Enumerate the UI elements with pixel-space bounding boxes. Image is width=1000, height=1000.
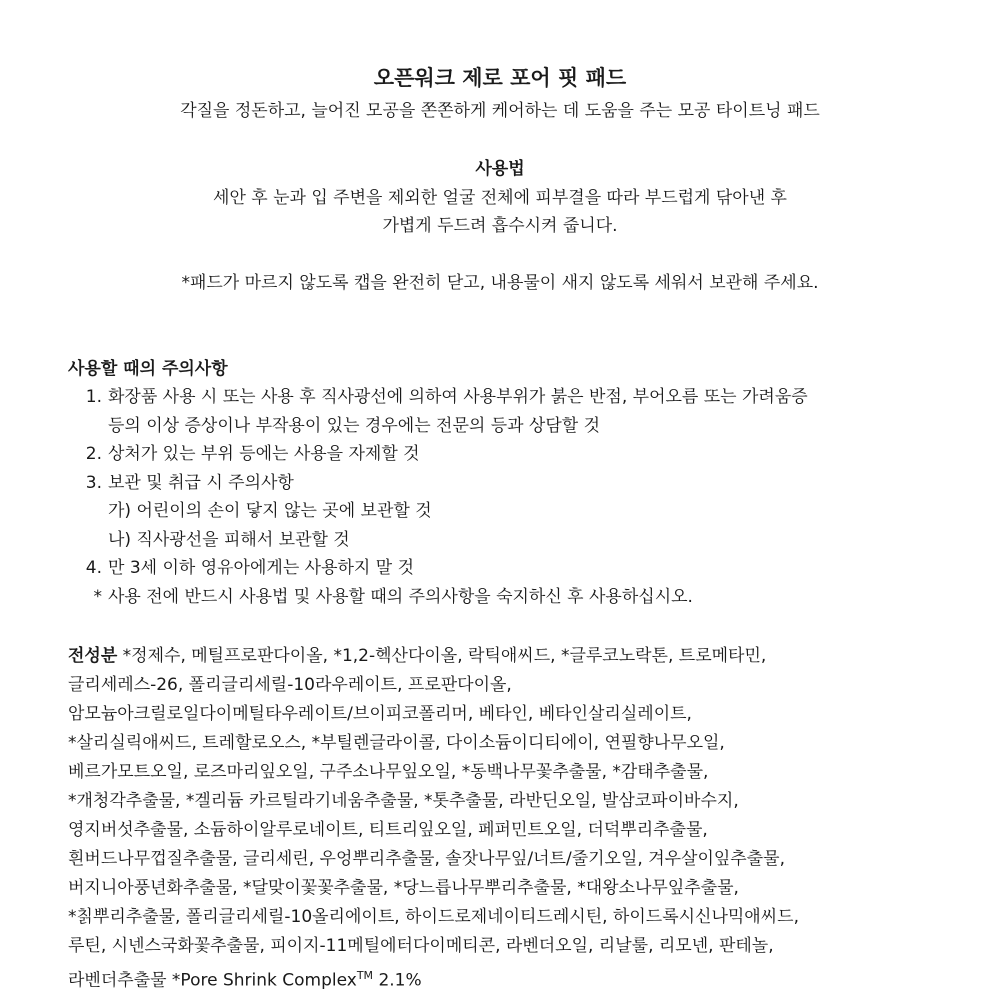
- ingredients-text: 라벤더추출물 *Pore Shrink Complex: [68, 970, 357, 991]
- caution-item-number: 1.: [85, 387, 102, 407]
- caution-item-number: 4.: [85, 558, 102, 578]
- product-subtitle: 각질을 정돈하고, 늘어진 모공을 쫀쫀하게 케어하는 데 도움을 주는 모공 타이트닝 패드: [180, 101, 820, 121]
- ingredients-line: *칡뿌리추출물, 폴리글리세릴-10올리에이트, 하이드로제네이티드레시틴, 하이드록시신나믹애씨드,: [68, 907, 799, 927]
- ingredients-text: *정제수, 메틸프로판다이올, *1,2-헥산다이올, 락틱애씨드, *글루코노락톤, 트로메타민,: [117, 646, 767, 666]
- caution-star-note: [68, 583, 968, 612]
- storage-note: *패드가 마르지 않도록 캡을 완전히 닫고, 내용물이 새지 않도록 세워서 보관해 주세요.: [181, 273, 819, 293]
- caution-subitem-b: 나) 직사광선을 피해서 보관할 것: [108, 529, 350, 550]
- caution-item-number: 2.: [85, 444, 102, 464]
- ingredients-line: [68, 642, 968, 671]
- ingredients-line: [68, 961, 968, 990]
- caution-item-1-continued: 등의 이상 증상이나 부작용이 있는 경우에는 전문의 등과 상담할 것: [108, 415, 601, 436]
- complex-percent: 2.1%: [373, 970, 422, 991]
- ingredients-line: 영지버섯추출물, 소듐하이알루로네이트, 티트리잎오일, 페퍼민트오일, 더덕뿌리추출물,: [68, 820, 708, 840]
- caution-heading: 사용할 때의 주의사항: [68, 359, 228, 379]
- caution-item-text: 사용 전에 반드시 사용법 및 사용할 때의 주의사항을 숙지하신 후 사용하십시오.: [108, 586, 693, 607]
- ingredients-label: 전성분: [68, 646, 118, 666]
- caution-item-number: 3.: [85, 472, 102, 493]
- caution-star-mark: *: [93, 586, 102, 607]
- ingredients-line: *살리실릭애씨드, 트레할로오스, *부틸렌글라이콜, 다이소듐이디티에이, 연필향나무오일,: [68, 733, 725, 753]
- ingredients-line: 루틴, 시넨스국화꽃추출물, 피이지-11메틸에터다이메티콘, 라벤더오일, 리날룰, 리모넨, 판테놀,: [68, 936, 774, 956]
- trademark-mark: TM: [356, 969, 374, 982]
- ingredients-line: 흰버드나무껍질추출물, 글리세린, 우엉뿌리추출물, 솔잣나무잎/너트/줄기오일, 겨우살이잎추출물,: [68, 849, 785, 869]
- ingredients-section: [68, 642, 968, 990]
- ingredients-line: 버지니아풍년화추출물, *달맞이꽃꽃추출물, *당느릅나무뿌리추출물, *대왕소나무잎추출물,: [68, 878, 739, 898]
- caution-item-4: [68, 554, 968, 583]
- ingredients-line: 글리세레스-26, 폴리글리세릴-10라우레이트, 프로판다이올,: [68, 675, 512, 695]
- caution-subitem-a: 가) 어린이의 손이 닿지 않는 곳에 보관할 것: [108, 501, 432, 521]
- usage-heading: 사용법: [475, 159, 525, 179]
- caution-item-1: [68, 383, 968, 412]
- product-title: 오픈워크 제로 포어 핏 패드: [373, 66, 627, 90]
- usage-text-line1: 세안 후 눈과 입 주변을 제외한 얼굴 전체에 피부결을 따라 부드럽게 닦아낸 후: [213, 188, 787, 208]
- caution-item-text: 화장품 사용 시 또는 사용 후 직사광선에 의하여 사용부위가 붉은 반점, 부어오름 또는 가려움증: [108, 387, 808, 407]
- ingredients-line: 암모늄아크릴로일다이메틸타우레이트/브이피코폴리머, 베타인, 베타인살리실레이트,: [68, 704, 692, 724]
- caution-item-2: [68, 440, 968, 469]
- ingredients-line: *개청각추출물, *겔리듐 카르틸라기네움추출물, *톳추출물, 라반딘오일, 발삼코파이바수지,: [68, 791, 739, 811]
- caution-item-3: [68, 469, 968, 498]
- ingredients-line: 베르가모트오일, 로즈마리잎오일, 구주소나무잎오일, *동백나무꽃추출물, *감태추출물,: [68, 762, 709, 782]
- caution-item-text: 상처가 있는 부위 등에는 사용을 자제할 것: [108, 444, 420, 464]
- caution-item-text: 보관 및 취급 시 주의사항: [108, 472, 294, 493]
- caution-section: [68, 355, 968, 611]
- caution-item-text: 만 3세 이하 영유아에게는 사용하지 말 것: [108, 558, 414, 578]
- usage-text-line2: 가볍게 두드려 흡수시켜 줍니다.: [382, 216, 618, 236]
